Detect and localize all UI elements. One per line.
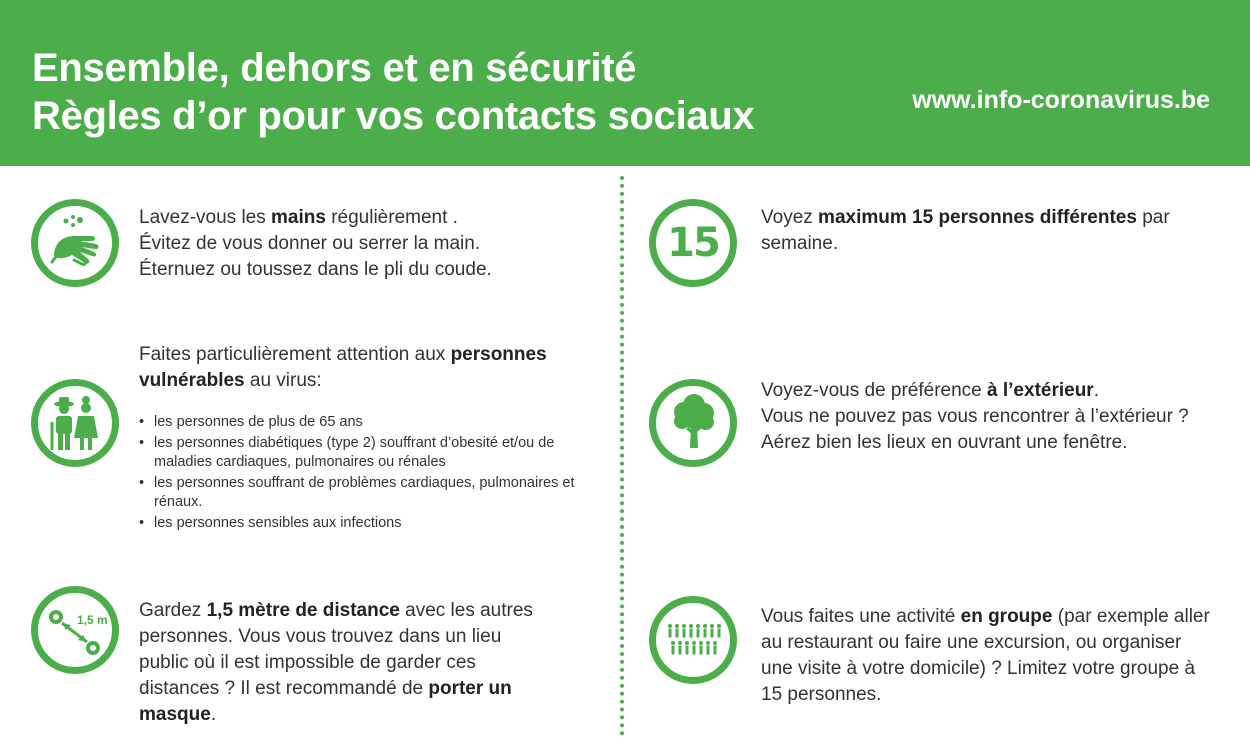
handwashing-icon <box>31 199 119 287</box>
title-line-2: Règles d’or pour vos contacts sociaux <box>32 94 755 138</box>
group-bold: en groupe <box>960 606 1053 627</box>
distance-icon-label: 1,5 m <box>77 613 108 627</box>
distance-post: . <box>210 704 217 725</box>
hands-line1-post: régulièrement . <box>325 207 458 228</box>
group-pre: Vous faites une activité <box>761 606 961 627</box>
list-item: • les personnes de plus de 65 ans <box>139 413 599 432</box>
distance-bold1: 1,5 mètre de distance <box>206 600 400 621</box>
group-post: (par exemple aller au restaurant ou faire une excursion, ou organiser une visite à votre domicile) ? Limitez votre groupe à 15 personnes. <box>761 606 1210 705</box>
outdoors-bold: à l’extérieur <box>987 380 1094 401</box>
title-line-1: Ensemble, dehors et en sécurité <box>32 46 637 90</box>
rule-distance-text <box>139 598 549 728</box>
rule-outdoors-text <box>761 378 1191 456</box>
number-15-icon <box>649 199 737 287</box>
page-title <box>32 44 754 140</box>
vulnerable-list <box>139 413 599 535</box>
rule-hands-text <box>139 205 609 283</box>
website-url: www.info-coronavirus.be <box>912 86 1210 114</box>
fifteen-pre: Voyez <box>761 207 819 228</box>
distance-pre: Gardez <box>139 600 207 621</box>
vulnerable-intro-bold1: personnes <box>450 344 547 365</box>
hands-line3: Éternuez ou toussez dans le pli du coude. <box>139 259 492 280</box>
elderly-couple-icon <box>31 379 119 467</box>
hands-line1-pre: Lavez-vous les <box>139 207 272 228</box>
number-15-label: 15 <box>667 220 719 266</box>
outdoors-pre: Voyez-vous de préférence <box>761 380 988 401</box>
vulnerable-intro-bold2: vulnérables <box>139 370 245 391</box>
distance-mid: avec les autres personnes. Vous vous trouvez dans un lieu public où il est impossible de garder ces distances ? Il est recommandé de <box>139 600 533 699</box>
header-banner <box>0 0 1250 166</box>
rule-vulnerable-intro <box>139 342 609 394</box>
list-item: • les personnes sensibles aux infections <box>139 514 599 533</box>
outdoors-post: . <box>1093 380 1099 401</box>
rule-group-text <box>761 604 1211 708</box>
tree-icon <box>649 379 737 467</box>
rule-fifteen-text <box>761 205 1211 257</box>
vulnerable-intro-post: au virus: <box>244 370 322 391</box>
group-people-icon <box>649 596 737 684</box>
hands-line1-bold: mains <box>271 207 326 228</box>
fifteen-post: par semaine. <box>761 207 1170 254</box>
list-item: • les personnes souffrant de problèmes cardiaques, pulmonaires et rénaux. <box>139 474 599 512</box>
list-item: • les personnes diabétiques (type 2) souffrant d’obesité et/ou de maladies cardiaques, pulmonaires ou rénales <box>139 434 599 472</box>
vulnerable-intro-pre: Faites particulièrement attention aux <box>139 344 451 365</box>
fifteen-bold: maximum 15 personnes différentes <box>818 207 1137 228</box>
distance-bold2: porter un masque <box>139 678 512 725</box>
distance-icon <box>31 586 119 674</box>
hands-line2: Évitez de vous donner ou serrer la main. <box>139 233 481 254</box>
column-divider <box>620 176 624 736</box>
outdoors-line2: Vous ne pouvez pas vous rencontrer à l’extérieur ? Aérez bien les lieux en ouvrant une fenêtre. <box>761 406 1189 453</box>
